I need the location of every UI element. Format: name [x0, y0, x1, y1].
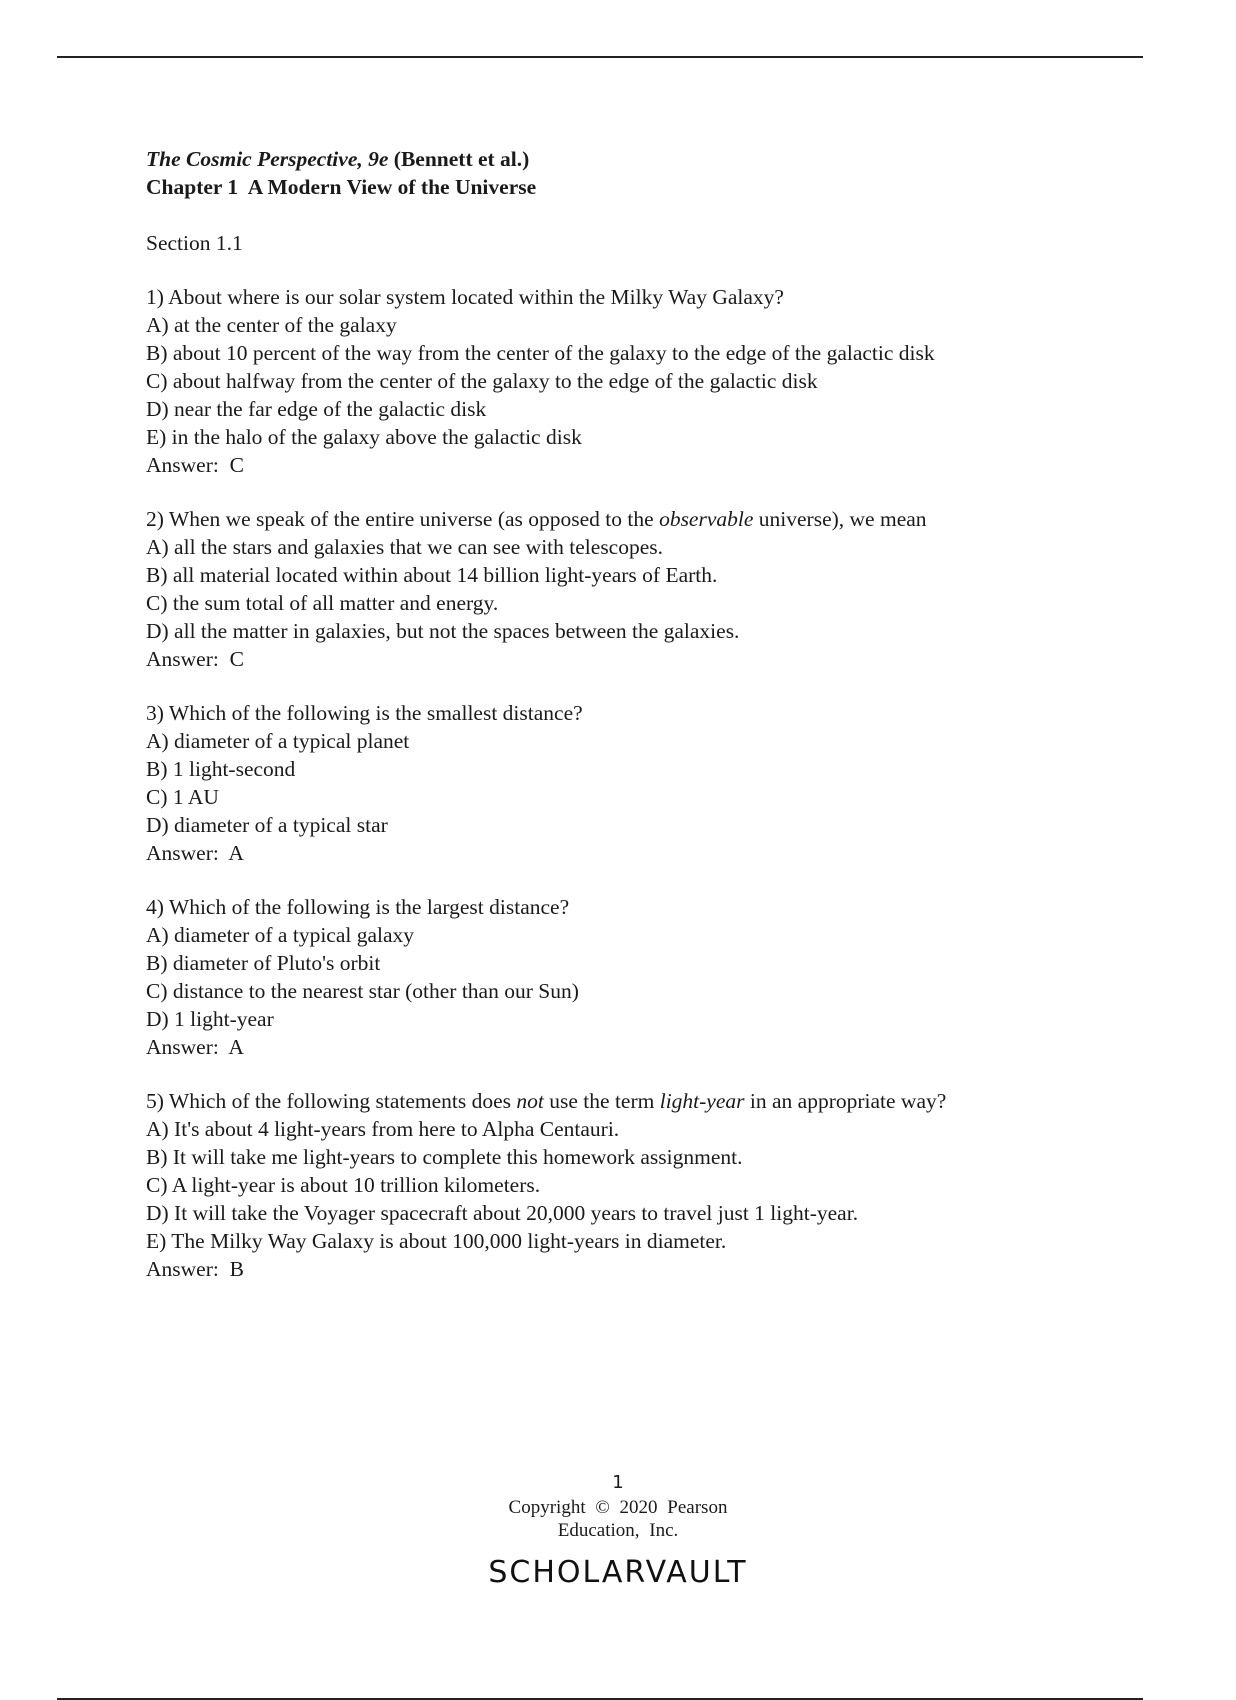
option-d: D) It will take the Voyager spacecraft about 20,000 years to travel just 1 light-year.: [146, 1201, 859, 1225]
stem-emphasis: light-year: [659, 1089, 745, 1113]
question-stem: 3) Which of the following is the smallest distance?: [146, 701, 583, 725]
book-title-authors: (Bennett et al.): [388, 147, 530, 171]
option-a: A) at the center of the galaxy: [146, 313, 397, 337]
question-1: [146, 283, 1076, 479]
question-3: [146, 699, 1076, 867]
option-c: C) the sum total of all matter and energy.: [146, 591, 499, 615]
book-title: [146, 145, 1076, 173]
answer: Answer: A: [146, 1035, 244, 1059]
option-b: B) diameter of Pluto's orbit: [146, 951, 381, 975]
copyright-line-2: Education, Inc.: [557, 1520, 679, 1541]
option-a: A) all the stars and galaxies that we can see with telescopes.: [146, 535, 664, 559]
option-a: A) diameter of a typical galaxy: [146, 923, 415, 947]
stem-part: 5) Which of the following statements does: [146, 1089, 517, 1113]
option-b: B) 1 light-second: [146, 757, 296, 781]
chapter-title: Chapter 1 A Modern View of the Universe: [146, 175, 537, 199]
option-b: B) all material located within about 14 billion light-years of Earth.: [146, 563, 718, 587]
stem-part: universe), we mean: [753, 507, 927, 531]
option-d: D) near the far edge of the galactic disk: [146, 397, 487, 421]
question-4: [146, 893, 1076, 1061]
question-stem: 1) About where is our solar system located within the Milky Way Galaxy?: [146, 285, 784, 309]
question-5: [146, 1087, 1076, 1283]
option-c: C) 1 AU: [146, 785, 219, 809]
answer: Answer: A: [146, 841, 244, 865]
option-c: C) distance to the nearest star (other than our Sun): [146, 979, 579, 1003]
option-b: B) It will take me light-years to complete this homework assignment.: [146, 1145, 743, 1169]
watermark-text: SCHOLARVAULT: [488, 1555, 748, 1590]
watermark-clip: [0, 1555, 1236, 1590]
question-stem: [146, 505, 1076, 533]
document-body: [146, 145, 1076, 1283]
option-d: D) all the matter in galaxies, but not the spaces between the galaxies.: [146, 619, 740, 643]
stem-part: use the term: [543, 1089, 660, 1113]
question-stem: [146, 1087, 1076, 1115]
option-a: A) diameter of a typical planet: [146, 729, 410, 753]
option-a: A) It's about 4 light-years from here to Alpha Centauri.: [146, 1117, 620, 1141]
answer: Answer: C: [146, 453, 244, 477]
option-e: E) The Milky Way Galaxy is about 100,000 light-years in diameter.: [146, 1229, 727, 1253]
stem-part: 2) When we speak of the entire universe (as opposed to the: [146, 507, 660, 531]
section-label: Section 1.1: [146, 231, 243, 255]
option-c: C) A light-year is about 10 trillion kilometers.: [146, 1173, 541, 1197]
stem-emphasis: not: [516, 1089, 544, 1113]
answer: Answer: B: [146, 1257, 244, 1281]
page-footer: [0, 1470, 1236, 1542]
stem-part: in an appropriate way?: [744, 1089, 947, 1113]
copyright-line-1: Copyright © 2020 Pearson: [508, 1497, 728, 1518]
option-d: D) 1 light-year: [146, 1007, 274, 1031]
option-d: D) diameter of a typical star: [146, 813, 388, 837]
book-title-italic: The Cosmic Perspective, 9e: [146, 147, 389, 171]
answer: Answer: C: [146, 647, 244, 671]
question-2: [146, 505, 1076, 673]
option-c: C) about halfway from the center of the galaxy to the edge of the galactic disk: [146, 369, 818, 393]
option-e: E) in the halo of the galaxy above the galactic disk: [146, 425, 582, 449]
question-stem: 4) Which of the following is the largest distance?: [146, 895, 570, 919]
top-rule: [57, 56, 1143, 58]
page-number: 1: [612, 1472, 624, 1493]
stem-emphasis: observable: [659, 507, 754, 531]
option-b: B) about 10 percent of the way from the center of the galaxy to the edge of the galactic disk: [146, 341, 935, 365]
